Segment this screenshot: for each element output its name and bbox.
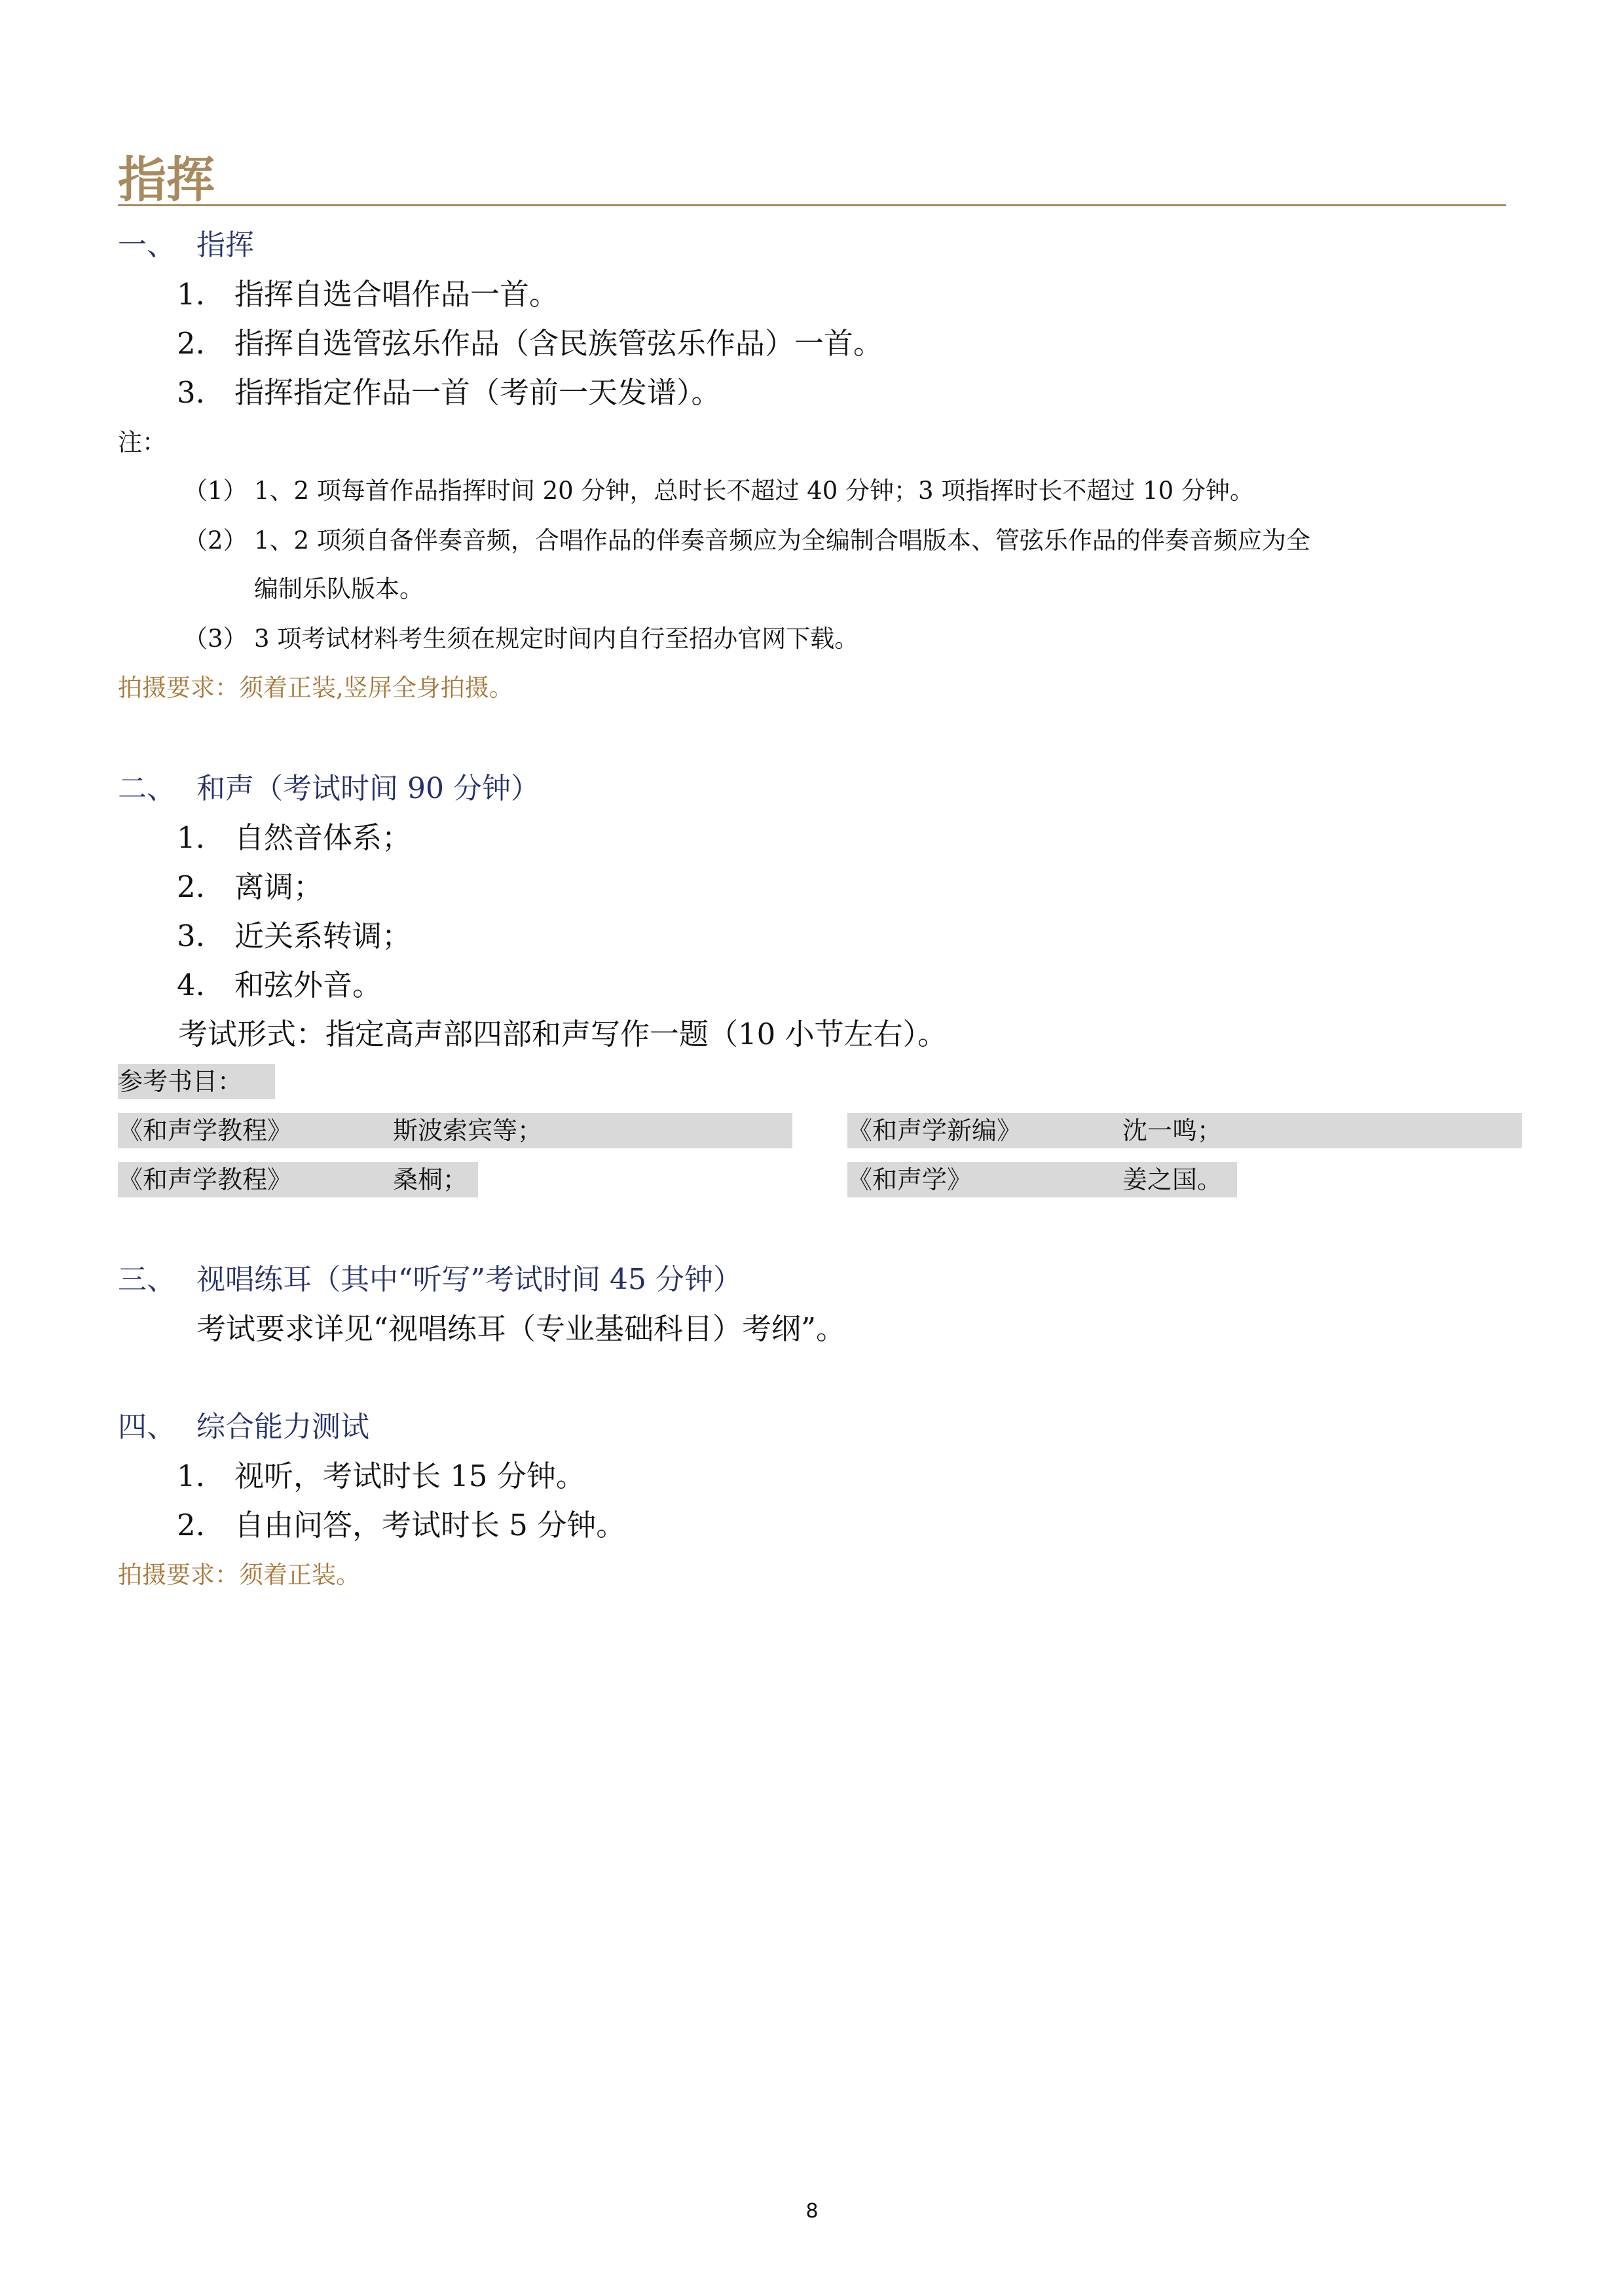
reference-3: 《和声学教程》 桑桐； — [118, 1162, 478, 1197]
page-number: 8 — [805, 2200, 819, 2223]
section-4-photo-requirement: 拍摄要求：须着正装。 — [118, 1561, 360, 1589]
section-3-description: 考试要求详见“视唱练耳（专业基础科目）考纲”。 — [196, 1311, 846, 1346]
section-4-item-1: 1. 视听，考试时长 15 分钟。 — [177, 1459, 585, 1493]
section-2-item-3: 3. 近关系转调； — [177, 919, 412, 953]
section-2-heading — [118, 769, 540, 809]
reference-2: 《和声学新编》 沈一鸣； — [847, 1113, 1522, 1148]
section-4-item-2: 2. 自由问答，考试时长 5 分钟。 — [177, 1508, 626, 1542]
section-1-number: 一、 — [118, 228, 175, 262]
section-2-number: 二、 — [118, 772, 175, 805]
section-1-item-1: 1. 指挥自选合唱作品一首。 — [177, 277, 559, 312]
section-2-item-1: 1. 自然音体系； — [177, 820, 412, 855]
section-1-item-3: 3. 指挥指定作品一首（考前一天发谱）。 — [177, 375, 721, 410]
section-3-title: 视唱练耳（其中“听写”考试时间 45 分钟） — [196, 1263, 742, 1296]
note-1: （1） 1、2 项每首作品指挥时间 20 分钟，总时长不超过 40 分钟；3 项指挥时长不超过 10 分钟。 — [183, 477, 1254, 505]
section-1-item-2: 2. 指挥自选管弦乐作品（含民族管弦乐作品）一首。 — [177, 326, 883, 361]
reference-4: 《和声学》 姜之国。 — [847, 1162, 1237, 1197]
section-1-heading — [118, 226, 254, 265]
note-label: 注： — [118, 428, 166, 456]
section-3-number: 三、 — [118, 1263, 175, 1296]
section-4-title: 综合能力测试 — [196, 1410, 369, 1444]
section-4-number: 四、 — [118, 1410, 175, 1444]
section-4-heading — [118, 1408, 369, 1447]
section-1-title: 指挥 — [196, 228, 254, 262]
note-3: （3） 3 项考试材料考生须在规定时间内自行至招办官网下载。 — [183, 625, 859, 653]
section-1-photo-requirement: 拍摄要求：须着正装,竖屏全身拍摄。 — [118, 674, 513, 702]
title-divider — [118, 204, 1506, 206]
note-2: （2） 1、2 项须自备伴奏音频，合唱作品的伴奏音频应为全编制合唱版本、管弦乐作品的伴奏音频应为全 — [183, 526, 1310, 555]
references-label: 参考书目： — [118, 1064, 275, 1099]
exam-form: 考试形式：指定高声部四部和声写作一题（10 小节左右）。 — [178, 1017, 948, 1051]
section-2-item-2: 2. 离调； — [177, 869, 323, 904]
note-2-continuation: 编制乐队版本。 — [254, 575, 424, 603]
section-3-heading — [118, 1260, 742, 1300]
reference-1: 《和声学教程》 斯波索宾等； — [118, 1113, 792, 1148]
section-2-item-4: 4. 和弦外音。 — [177, 968, 382, 1002]
page-title: 指挥 — [118, 152, 215, 208]
section-2-title: 和声（考试时间 90 分钟） — [196, 772, 540, 805]
